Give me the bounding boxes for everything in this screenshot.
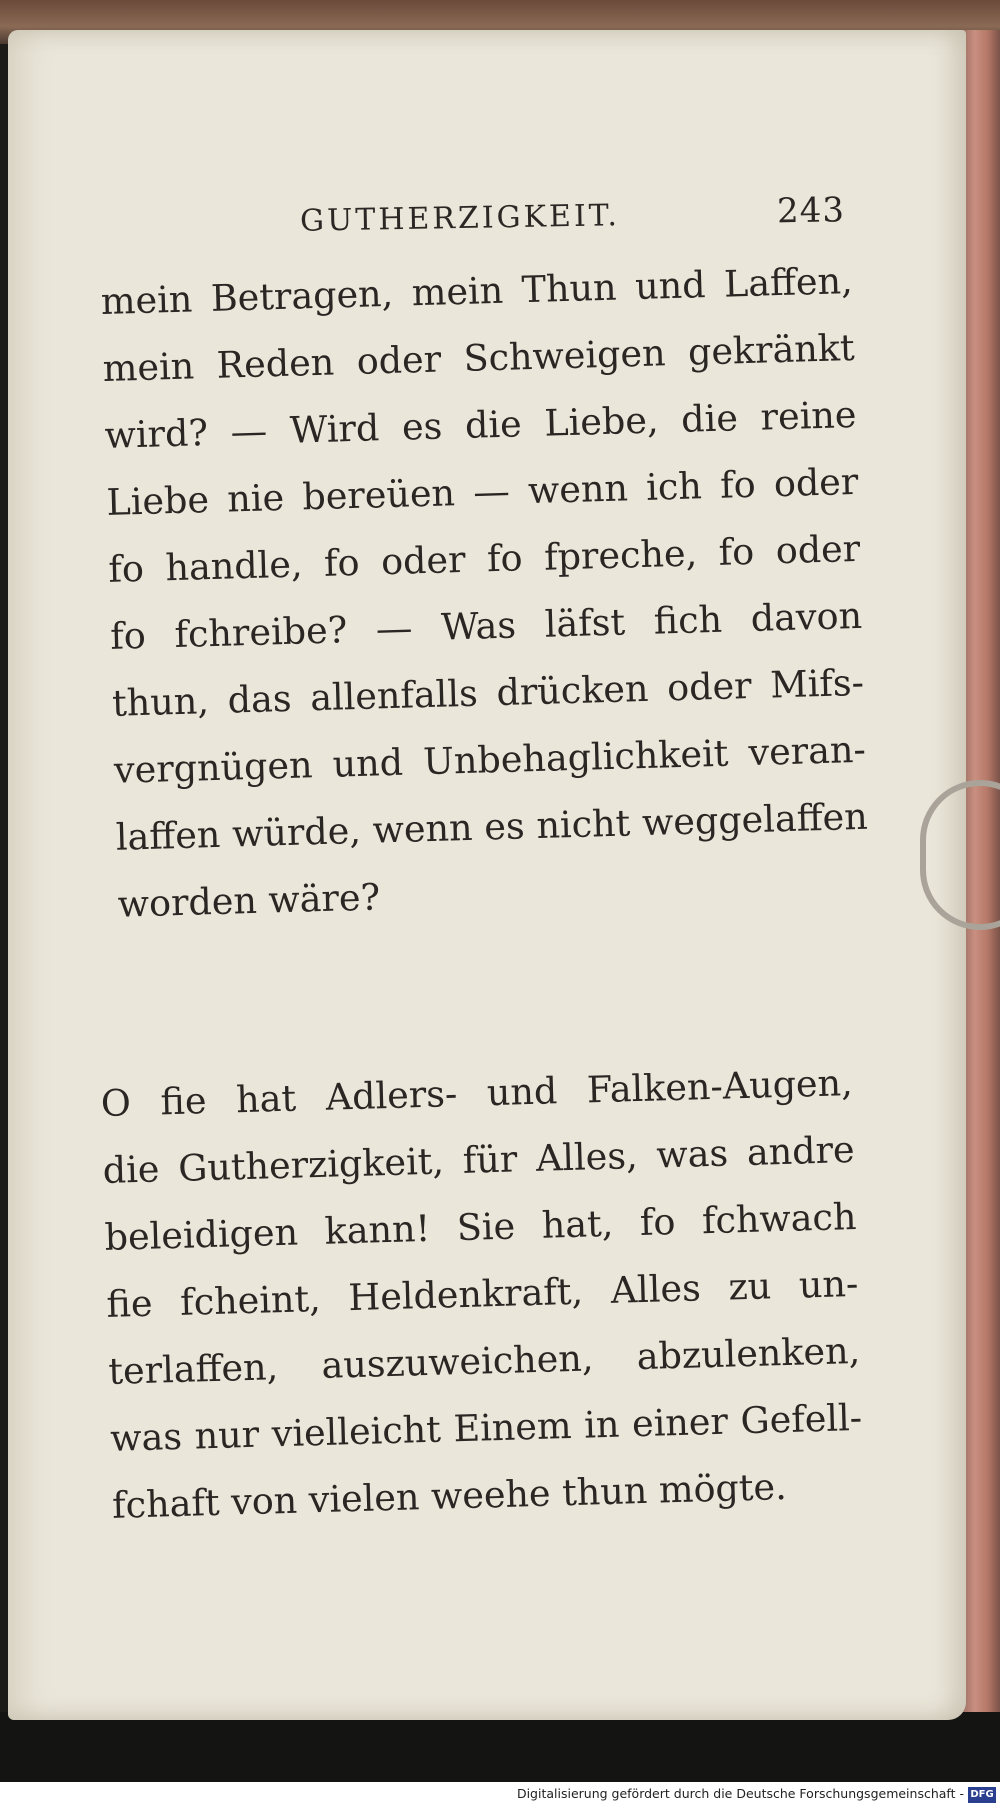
text-line: laffen würde, wenn es nicht weggelaffen <box>115 794 869 859</box>
text-line: vergnügen und Unbehaglichkeit veran- <box>113 727 867 792</box>
text-line: was nur vielleicht Einem in einer Gefell- <box>109 1395 863 1460</box>
text-line: beleidigen kann! Sie hat, fo fchwach <box>104 1194 857 1259</box>
running-title: GUTHERZIGKEIT. <box>299 198 621 239</box>
digitization-footer <box>0 1782 1000 1810</box>
text-line: worden wäre? <box>117 875 381 926</box>
text-line: mein Reden oder Schweigen gekränkt <box>102 325 856 390</box>
text-line: mein Betragen, mein Thun und Laffen, <box>100 258 854 323</box>
text-line: fo fchreibe? — Was läfst fich davon <box>109 593 863 658</box>
paragraph-1 <box>100 247 870 938</box>
text-line: fo handle, fo oder fo fpreche, fo oder <box>107 526 861 591</box>
paragraph-2 <box>100 1049 865 1539</box>
text-line: fie fcheint, Heldenkraft, Alles zu un- <box>105 1261 859 1326</box>
text-line: die Gutherzigkeit, für Alles, was andre <box>102 1127 856 1192</box>
text-line: Liebe nie bereüen — wenn ich fo oder <box>105 459 859 524</box>
text-line: O fie hat Adlers- und Falken-Augen, <box>100 1060 854 1125</box>
text-line: terlaffen, auszuweichen, abzulenken, <box>107 1328 861 1393</box>
text-line: wird? — Wird es die Liebe, die reine <box>104 392 857 457</box>
text-line: fchaft von vielen weehe thun mögte. <box>111 1464 788 1527</box>
text-line: thun, das allenfalls drücken oder Mifs- <box>111 660 865 725</box>
dfg-logo-icon: DFG <box>968 1787 996 1803</box>
scan-bottom-background <box>0 1712 1000 1782</box>
page-number: 243 <box>776 190 846 232</box>
funding-credit: Digitalisierung gefördert durch die Deutsche Forschungsgemeinschaft - <box>516 1786 964 1801</box>
